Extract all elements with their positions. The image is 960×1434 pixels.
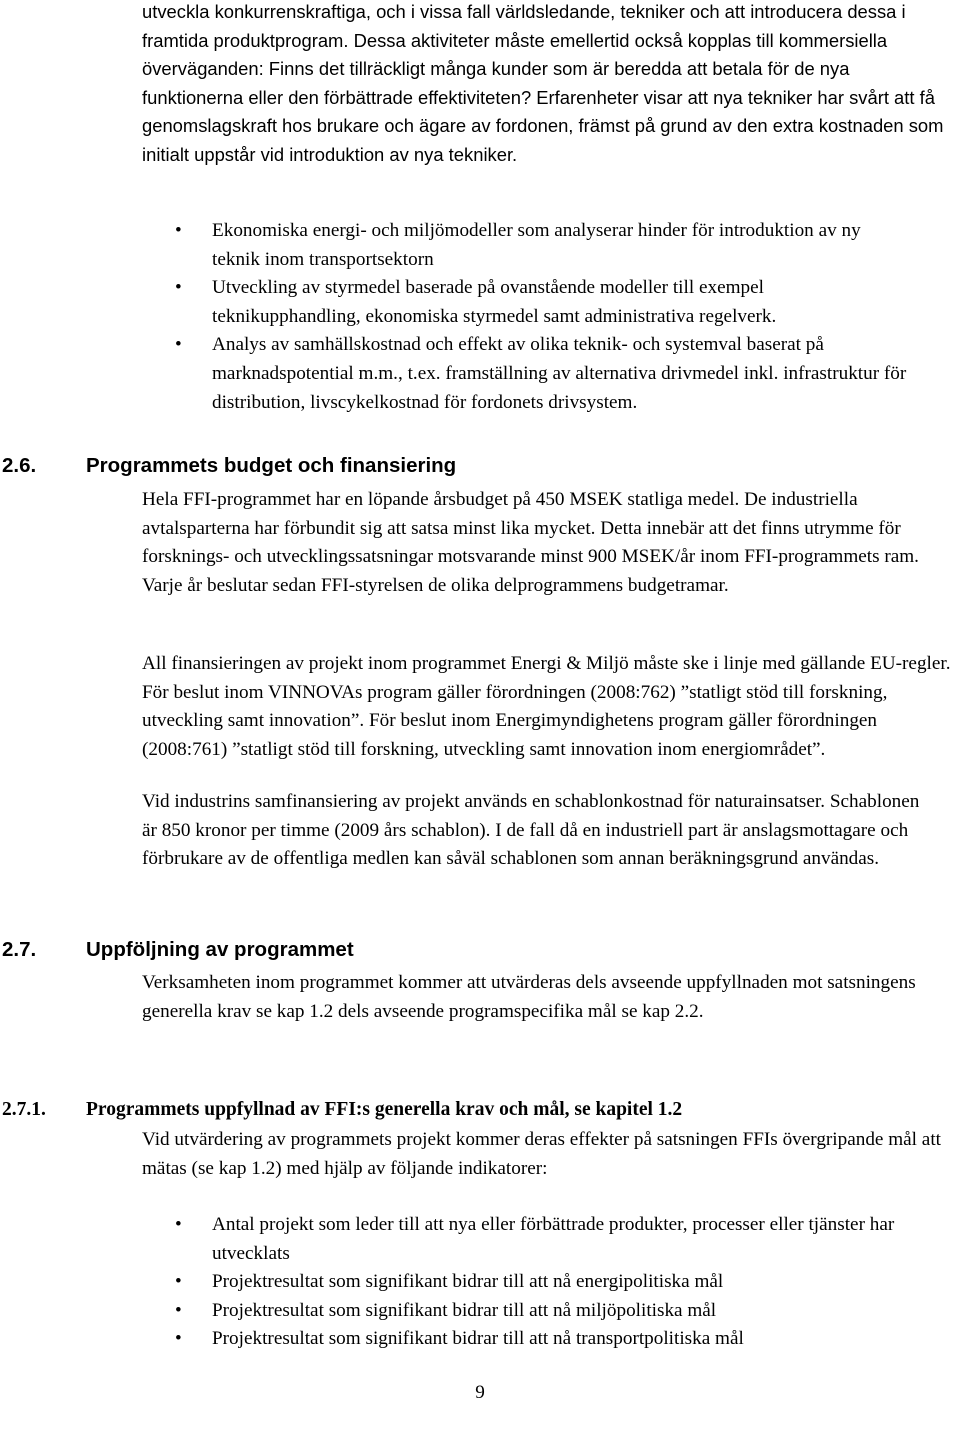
bullet-icon: • <box>175 1271 182 1293</box>
section-title: Programmets uppfyllnad av FFI:s generella krav och mål, se kapitel 1.2 <box>86 1099 683 1120</box>
section-number: 2.7.1. <box>2 1099 46 1120</box>
bullet-list-2 <box>142 1211 960 1354</box>
list-item: • Analys av samhällskostnad och effekt av olika teknik- och systemval baserat på marknadspotential m.m., t.ex. framställning av alternativa drivmedel inkl. infrastruktur för distribution, livscykelkostnad för fordonets drivsystem. <box>142 331 912 417</box>
intro-paragraph: utveckla konkurrenskraftiga, och i vissa fall världsledande, tekniker och att introducera dessa i framtida produktprogram. Dessa aktiviteter måste emellertid också kopplas till kommersiella överväganden: Finns det tillräckligt många kunder som är beredda att betala för de nya funktionerna eller den förbättrade effektiviteten? Erfarenheter visar att nya tekniker har svårt att få genomslagskraft hos brukare och ägare av fordonen, främst på grund av den extra kostnaden som initialt uppstår vid introduktion av nya tekniker. <box>142 1 944 165</box>
list-item: • Ekonomiska energi- och miljömodeller som analyserar hinder för introduktion av ny teknik inom transportsektorn <box>142 217 912 274</box>
section-number: 2.7. <box>2 938 37 961</box>
section-title: Uppföljning av programmet <box>86 938 354 961</box>
bullet-icon: • <box>175 334 182 356</box>
bullet-icon: • <box>175 220 182 241</box>
list-item: • Projektresultat som signifikant bidrar till att nå energipolitiska mål <box>142 1268 960 1297</box>
list-item: • Antal projekt som leder till att nya eller förbättrade produkter, processer eller tjänster har utvecklats <box>142 1211 960 1268</box>
page-number: 9 <box>475 1382 485 1403</box>
bullet-icon: • <box>175 277 182 299</box>
list-item: • Projektresultat som signifikant bidrar till att nå transportpolitiska mål <box>142 1325 960 1354</box>
list-item: • Projektresultat som signifikant bidrar till att nå miljöpolitiska mål <box>142 1297 960 1326</box>
bullet-icon: • <box>175 1328 182 1350</box>
bullet-list-1 <box>142 217 912 417</box>
list-item: • Utveckling av styrmedel baserade på ovanstående modeller till exempel teknikupphandling, ekonomiska styrmedel samt administrativa regelverk. <box>142 274 912 331</box>
bullet-icon: • <box>175 1299 182 1321</box>
financing-paragraph: All finansieringen av projekt inom programmet Energi & Miljö måste ske i linje med gällande EU-regler. För beslut inom VINNOVAs program gäller förordningen (2008:762) ”statligt stöd till forskning, utveckling samt innovation”. För beslut inom Energimyndighetens program gäller förordningen (2008:761) ”statligt stöd till forskning, utveckling samt innovation inom energiområdet”. <box>142 653 951 760</box>
budget-paragraph: Hela FFI-programmet har en löpande årsbudget på 450 MSEK statliga medel. De industriella avtalsparterna har förbundit sig att satsa minst lika mycket. Detta innebär att det finns utrymme för forsknings- och utvecklingssatsningar motsvarande minst 900 MSEK/år inom FFI-programmets ram. Varje år beslutar sedan FFI-styrelsen de olika delprogrammens budgetramar. <box>142 489 919 596</box>
bullet-icon: • <box>175 1214 182 1235</box>
section-number: 2.6. <box>2 454 37 477</box>
section-title: Programmets budget och finansiering <box>86 454 457 477</box>
cofinancing-paragraph: Vid industrins samfinansiering av projekt används en schablonkostnad för naturainsatser. Schablonen är 850 kronor per timme (2009 års schablon). I de fall då en industriell part är anslagsmottagare och förbrukare av de offentliga medlen kan såväl schablonen som annan beräkningsgrund användas. <box>142 791 920 870</box>
evaluation-paragraph: Vid utvärdering av programmets projekt kommer deras effekter på satsningen FFIs övergripande mål att mätas (se kap 1.2) med hjälp av följande indikatorer: <box>142 1129 941 1179</box>
followup-paragraph: Verksamheten inom programmet kommer att utvärderas dels avseende uppfyllnaden mot satsningens generella krav se kap 1.2 dels avseende programspecifika mål se kap 2.2. <box>142 972 916 1022</box>
